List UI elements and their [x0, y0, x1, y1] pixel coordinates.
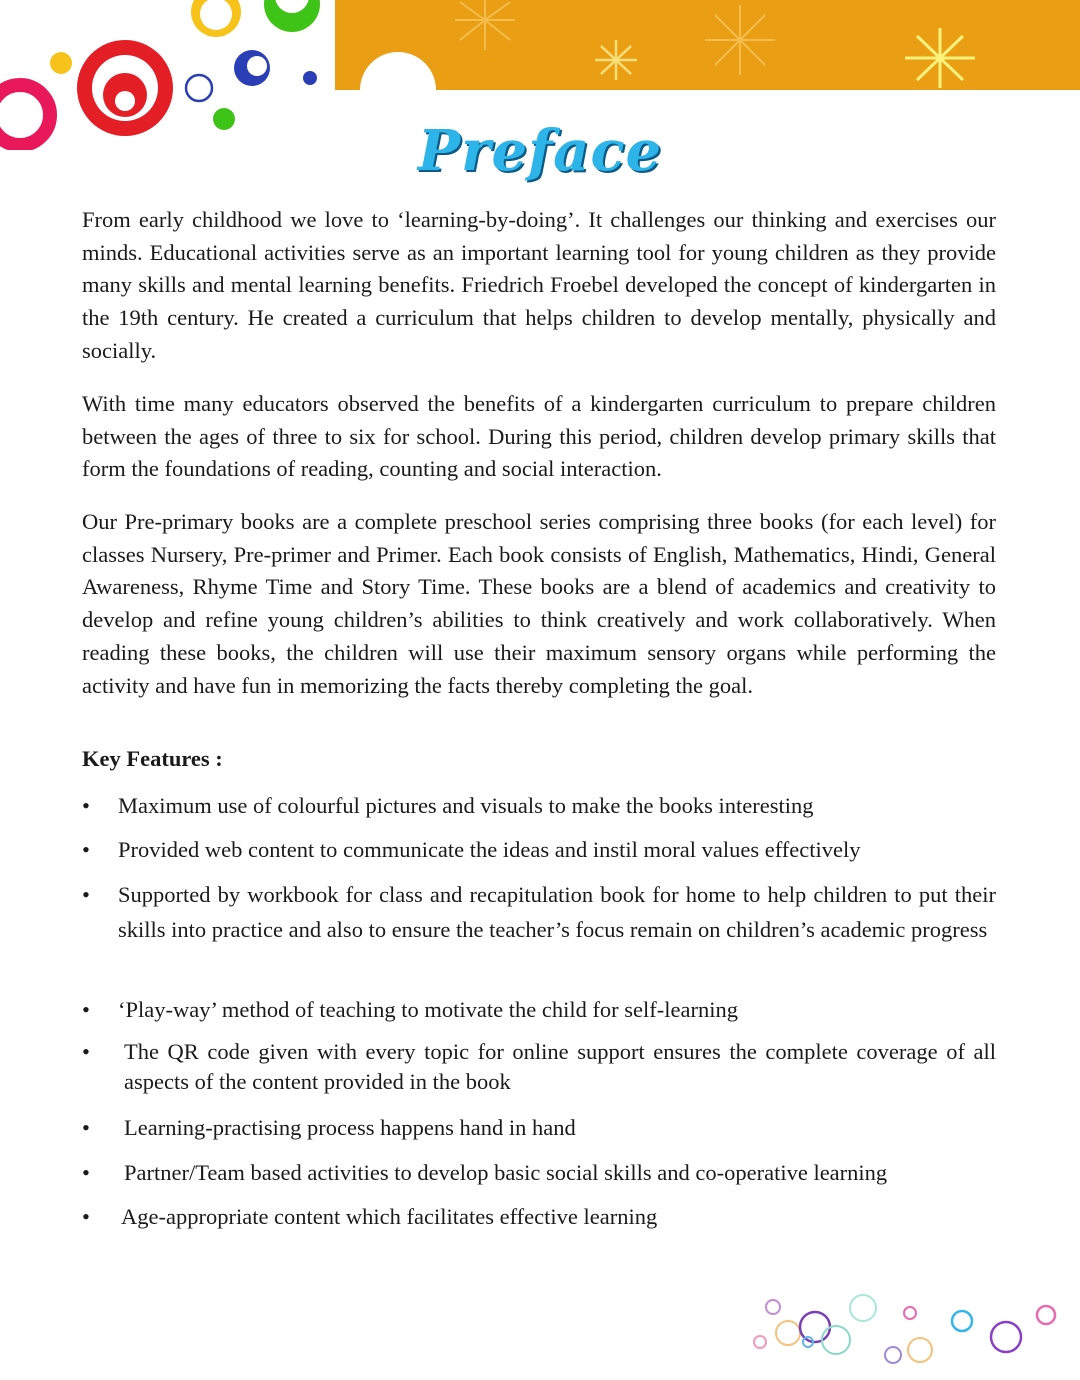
feature-item: [82, 832, 996, 867]
history-paragraph: With time many educators observed the benefits of a kindergarten curriculum to prepare children between the ages of three to six for school. During this period, children develop primary skills that form the foundations of reading, counting and social interaction.: [82, 391, 996, 482]
series-paragraph: Our Pre-primary books are a complete preschool series comprising three books (for each level) for classes Nursery, Pre-primer and Primer. Each book consists of English, Mathematics, Hindi, General Awareness, Rhyme Time and Story Time. These books are a blend of academics and creativity to develop and refine young children’s abilities to think creatively and work collaboratively. When reading these books, the children will use their maximum sensory organs while performing the activity and have fun in memorizing the facts thereby completing the goal.: [82, 509, 996, 698]
feature-item: [82, 788, 996, 823]
feature-text: Maximum use of colourful pictures and visuals to make the books interesting: [118, 793, 814, 818]
bullet-icon: •: [82, 1039, 90, 1064]
feature-item: [82, 992, 996, 1027]
feature-text: Partner/Team based activities to develop basic social skills and co-operative learning: [124, 1160, 888, 1185]
bullet-icon: •: [82, 837, 90, 862]
feature-text: Learning-practising process happens hand in hand: [124, 1115, 576, 1140]
feature-item: [82, 1037, 996, 1097]
bullet-icon: •: [82, 997, 90, 1022]
page-title: Preface: [417, 118, 663, 184]
feature-item: [82, 1110, 996, 1145]
bullet-icon: •: [82, 1204, 90, 1229]
feature-item: [82, 877, 996, 947]
feature-text: Supported by workbook for class and recapitulation book for home to help children to put their skills into practice and also to ensure the teacher’s focus remain on children’s academic progress: [118, 882, 996, 942]
feature-text: ‘Play-way’ method of teaching to motivate the child for self-learning: [118, 997, 739, 1022]
feature-item: [82, 1155, 996, 1190]
bullet-icon: •: [82, 1160, 90, 1185]
decorative-bubbles-bottom-right: [740, 1285, 1080, 1380]
sunburst-pattern: [335, 0, 1080, 90]
bullet-icon: •: [82, 1115, 90, 1140]
header-banner: [335, 0, 1080, 90]
bullet-icon: •: [82, 793, 90, 818]
feature-text: Age-appropriate content which facilitates effective learning: [121, 1204, 658, 1229]
intro-paragraph: From early childhood we love to ‘learning-by-doing’. It challenges our thinking and exercises our minds. Educational activities serve as an important learning tool for young children as they provide many skills and mental learning benefits. Friedrich Froebel developed the concept of kindergarten in the 19th century. He created a curriculum that helps children to develop mentally, physically and socially.: [82, 207, 996, 363]
key-features-heading: Key Features :: [82, 746, 223, 771]
feature-item: [82, 1199, 996, 1234]
feature-text: The QR code given with every topic for online support ensures the complete coverage of all aspects of the content provided in the book: [124, 1039, 996, 1094]
bullet-icon: •: [82, 882, 90, 907]
feature-text: Provided web content to communicate the ideas and instil moral values effectively: [118, 837, 861, 862]
